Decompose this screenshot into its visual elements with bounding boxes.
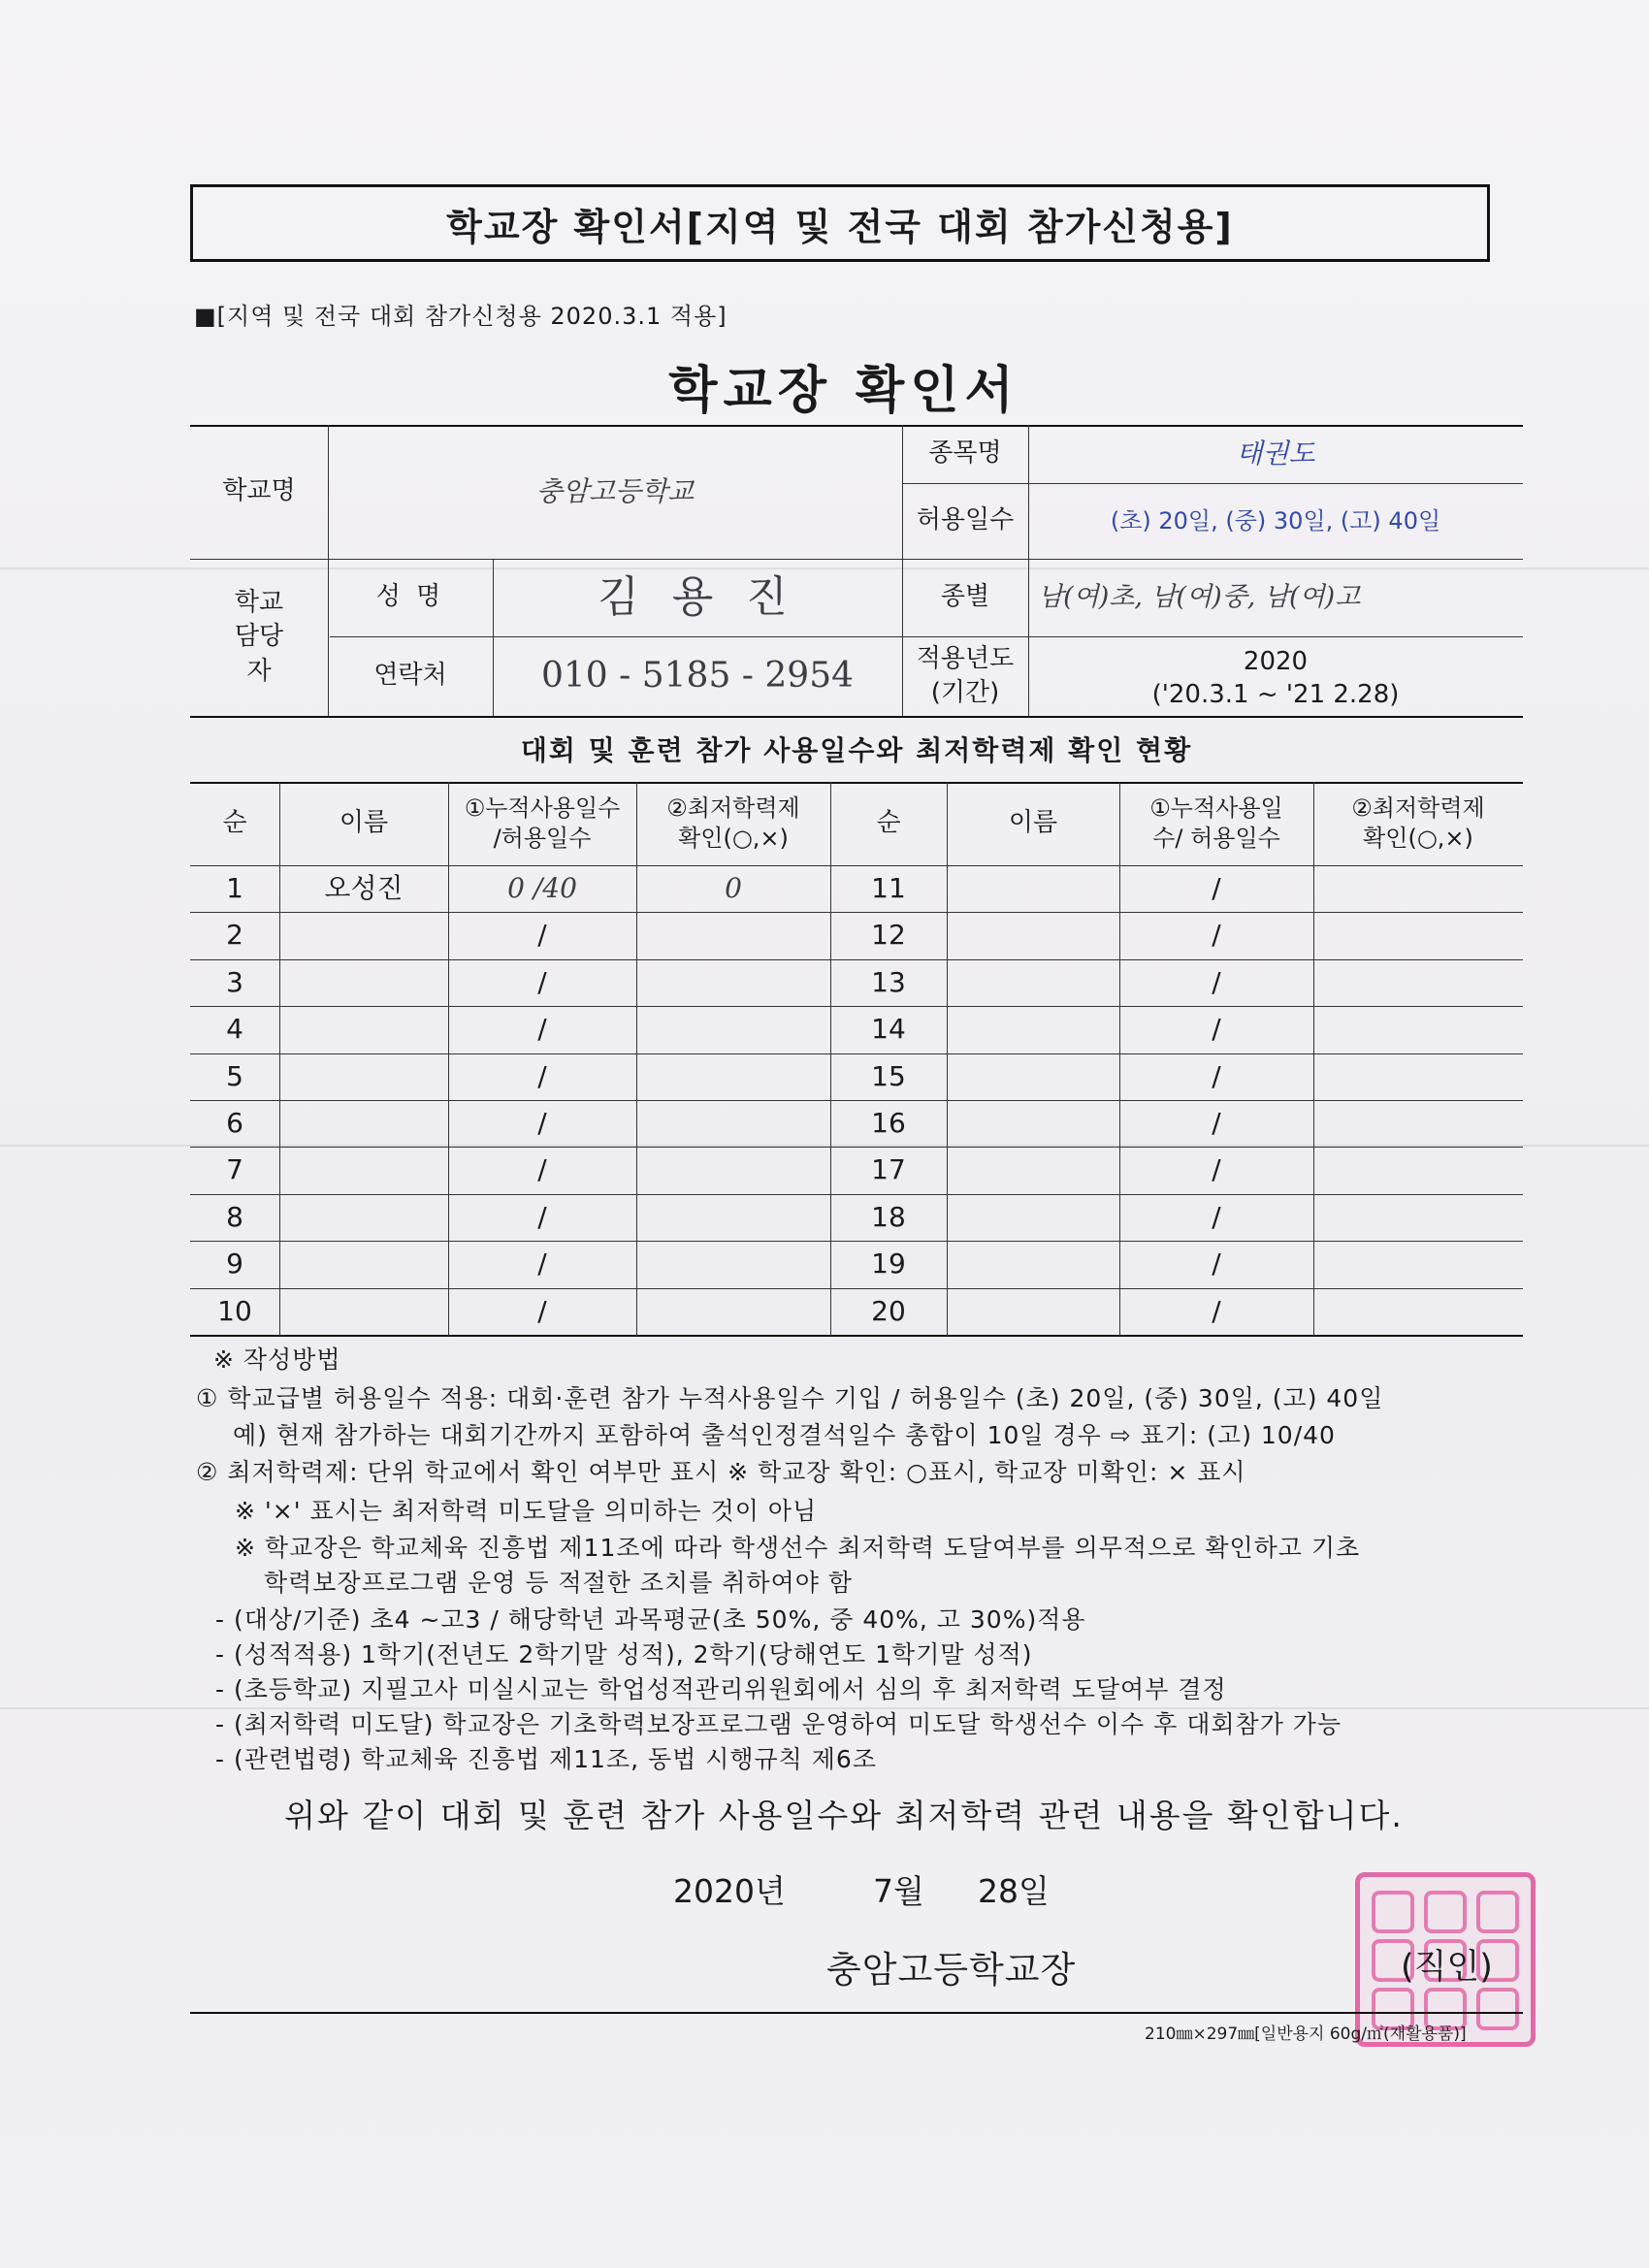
student-name [279,1100,448,1147]
student-name [279,1194,448,1241]
header-days-right: ①누적사용일수/ 허용일수 [1149,794,1283,852]
cumulative-days: / [537,1059,547,1092]
note-line: ② 최저학력제: 단위 학교에서 확인 여부만 표시 ※ 학교장 확인: ○표시, 학교장 미확인: × 표시 [196,1458,1246,1486]
student-name [279,1006,448,1053]
row-number: 15 [871,1059,906,1092]
row-number: 1 [226,872,243,904]
row-number: 9 [226,1247,243,1280]
name-label: 성 명 [375,582,445,612]
row-number: 18 [871,1200,906,1233]
school-label: 학교명 [222,476,296,506]
cumulative-days: / [537,1200,547,1233]
date-month: 7월 [873,1872,924,1910]
date-day: 28일 [978,1872,1050,1910]
student-name [947,1194,1119,1241]
row-number: 6 [226,1107,243,1139]
row-number: 2 [226,919,243,952]
min-academic-check [636,1100,830,1147]
min-academic-check [1313,1241,1523,1287]
min-academic-check [1313,1100,1523,1147]
cumulative-days: / [1212,1200,1221,1233]
allowed-days-label: 허용일수 [916,505,1015,535]
notes-heading: ※ 작성방법 [213,1345,341,1374]
student-name [947,1100,1119,1147]
phone-label: 연락처 [373,661,447,691]
row-number: 17 [871,1153,906,1186]
event-value: 태권도 [1236,437,1315,470]
note-line: - (최저학력 미도달) 학교장은 기초학력보장프로그램 운영하여 미도달 학생선수 이수 후 대회참가 가능 [215,1710,1342,1738]
cumulative-days: / [537,965,547,998]
student-name [279,912,448,958]
header-check-right: ②최저학력제 확인(○,×) [1351,794,1485,852]
header-check-left: ②최저학력제 확인(○,×) [666,794,800,852]
period-value: ('20.3.1 ~ '21 2.28) [1151,680,1400,710]
header-name-right: 이름 [1008,808,1058,838]
min-academic-check [1313,1006,1523,1053]
cumulative-days: / [1212,1013,1221,1046]
note-line: ① 학교급별 허용일수 적용: 대회·훈련 참가 누적사용일수 기입 / 허용일수 (초) 20일, (중) 30일, (고) 40일 [196,1384,1384,1412]
section-title: 대회 및 훈련 참가 사용일수와 최저학력제 확인 현황 [520,734,1193,766]
cumulative-days: / [537,1247,547,1280]
min-academic-check [636,1241,830,1287]
min-academic-check [1313,1194,1523,1241]
header-no-left: 순 [222,808,247,838]
student-name [279,1241,448,1287]
row-number: 8 [226,1200,243,1233]
name-value: 김 용 진 [598,572,797,623]
paper-size-note: 210㎜×297㎜[일반용지 60g/㎡(재활용품)] [1145,2025,1467,2044]
min-academic-check [636,1147,830,1193]
min-academic-check: 0 [725,872,742,904]
cumulative-days: / [1212,1153,1221,1186]
student-name [947,959,1119,1006]
student-name [947,1241,1119,1287]
student-name [279,1288,448,1335]
student-name [279,959,448,1006]
cumulative-days: / [537,1294,547,1327]
principal-signature: 충암고등학교장 [826,1949,1077,1991]
note-line: - (성적적용) 1학기(전년도 2학기말 성적), 2학기(당해연도 1학기말 성적) [215,1640,1033,1669]
cumulative-days: / [1212,1059,1221,1092]
row-number: 11 [871,872,906,904]
student-name [279,1147,448,1193]
student-name [279,1053,448,1100]
cumulative-days: / [1212,919,1221,952]
date-year: 2020년 [673,1872,786,1910]
note-line: 학력보장프로그램 운영 등 적절한 조치를 취하여야 함 [264,1569,853,1597]
row-number: 3 [226,965,243,998]
min-academic-check [636,959,830,1006]
phone-value: 010 - 5185 - 2954 [540,655,855,696]
gender-label: 종별 [940,582,990,612]
cumulative-days: / [1212,872,1221,904]
cumulative-days: 0 /40 [507,872,577,904]
row-number: 16 [871,1107,906,1139]
min-academic-check [636,1288,830,1335]
note-line: 예) 현재 참가하는 대회기간까지 포함하여 출석인정결석일수 총합이 10일 경우 ⇨ 표기: (고) 10/40 [233,1421,1336,1449]
cumulative-days: / [1212,1107,1221,1139]
student-name [947,1053,1119,1100]
min-academic-check [1313,959,1523,1006]
participation-table [190,782,1523,1337]
row-number: 13 [871,965,906,998]
cumulative-days: / [1212,1247,1221,1280]
student-name [947,1006,1119,1053]
cumulative-days: / [537,1013,547,1046]
cumulative-days: / [537,1153,547,1186]
event-label: 종목명 [928,438,1002,469]
row-number: 7 [226,1153,243,1186]
min-academic-check [1313,1288,1523,1335]
min-academic-check [1313,912,1523,958]
allowed-days-value: (초) 20일, (중) 30일, (고) 40일 [1110,506,1441,535]
seal-label: (직인) [1401,1948,1493,1987]
min-academic-check [636,1006,830,1053]
cumulative-days: / [1212,1294,1221,1327]
gender-value: 남(여)초, 남(여)중, 남(여)고 [1038,581,1361,612]
row-number: 10 [217,1294,252,1327]
row-number: 14 [871,1013,906,1046]
row-number: 12 [871,919,906,952]
note-line: ※ 학교장은 학교체육 진흥법 제11조에 따라 학생선수 최저학력 도달여부를 의무적으로 확인하고 기초 [235,1534,1361,1562]
min-academic-check [636,1194,830,1241]
row-number: 19 [871,1247,906,1280]
row-number: 4 [226,1013,243,1046]
header-days-left: ①누적사용일수 /허용일수 [464,794,621,852]
school-value: 충암고등학교 [535,475,695,508]
info-table [190,425,1523,718]
note-line: - (대상/기준) 초4 ~고3 / 해당학년 과목평균(초 50%, 중 40%, 고 30%)적용 [215,1605,1086,1634]
year-label: 적용년도 (기간) [916,643,1015,707]
contact-group-label: 학교 담당자 [234,588,284,686]
min-academic-check [1313,865,1523,912]
document-title: 학교장 확인서 [668,362,1019,420]
note-line: - (초등학교) 지필고사 미실시교는 학업성적관리위원회에서 심의 후 최저학력 도달여부 결정 [215,1675,1227,1703]
student-name [947,1147,1119,1193]
cumulative-days: / [537,919,547,952]
header-no-right: 순 [876,808,901,838]
cumulative-days: / [1212,965,1221,998]
student-name [947,1288,1119,1335]
student-name [947,865,1119,912]
header-name-left: 이름 [339,808,389,838]
form-reference: ■[지역 및 전국 대회 참가신청용 2020.3.1 적용] [194,303,728,330]
bottom-divider [190,2012,1523,2014]
student-name: 오성진 [324,872,404,904]
confirmation-statement: 위와 같이 대회 및 훈련 참가 사용일수와 최저학력 관련 내용을 확인합니다. [284,1797,1404,1834]
row-number: 5 [226,1059,243,1092]
year-value: 2020 [1243,647,1309,677]
min-academic-check [1313,1147,1523,1193]
min-academic-check [1313,1053,1523,1100]
min-academic-check [636,912,830,958]
cumulative-days: / [537,1107,547,1139]
row-number: 20 [871,1294,906,1327]
note-line: - (관련법령) 학교체육 진흥법 제11조, 동법 시행규칙 제6조 [215,1745,877,1773]
main-title: 학교장 확인서[지역 및 전국 대회 참가신청용] [190,184,1490,262]
min-academic-check [636,1053,830,1100]
note-line: ※ '×' 표시는 최저학력 미도달을 의미하는 것이 아님 [235,1497,818,1525]
student-name [947,912,1119,958]
